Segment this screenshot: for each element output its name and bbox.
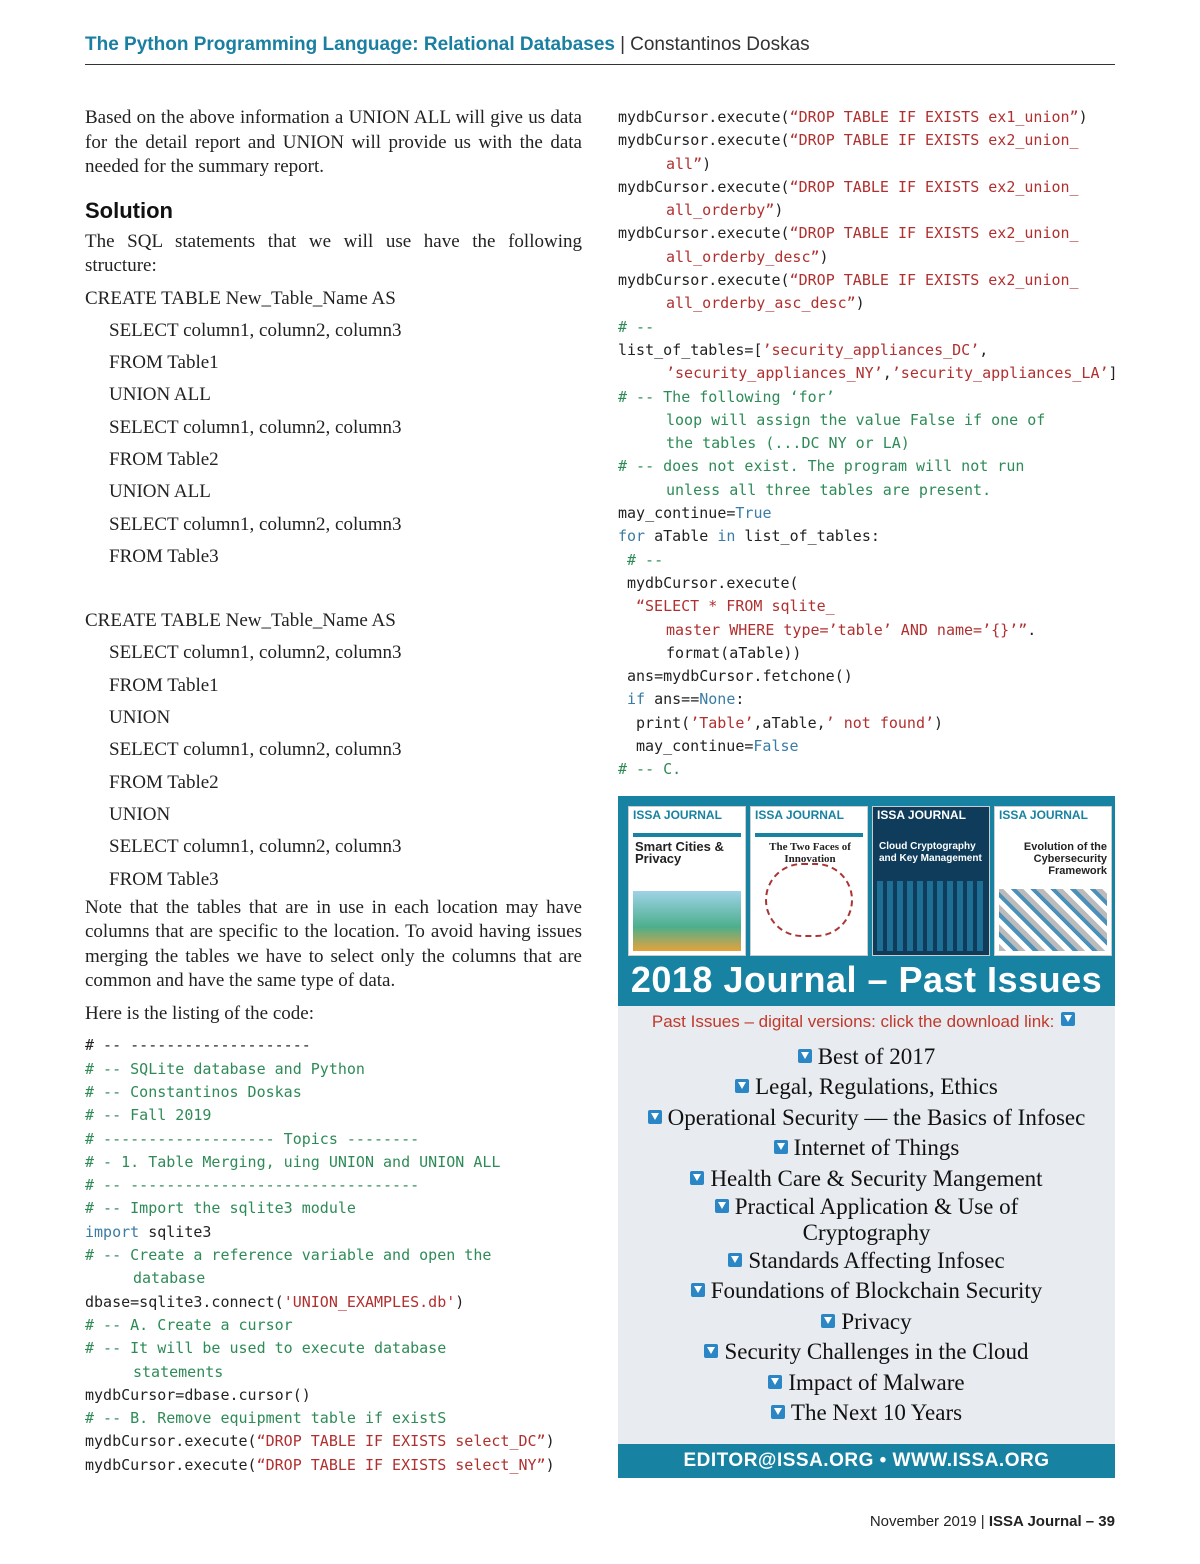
code-comment: # -- B. Remove equipment table if existS xyxy=(85,1409,447,1428)
code-comment: unless all three tables are present. xyxy=(666,480,992,499)
cover-title: Smart Cities & Privacy xyxy=(635,839,724,866)
download-icon xyxy=(715,1199,729,1213)
ad-contact-bar[interactable]: EDITOR@ISSA.ORG • WWW.ISSA.ORG xyxy=(618,1444,1115,1478)
header-separator: | xyxy=(620,34,626,55)
journal-cover[interactable] xyxy=(872,806,990,956)
past-issues-list xyxy=(618,1042,1115,1428)
footer-journal-page: ISSA Journal – 39 xyxy=(988,1513,1115,1530)
code-line: format(aTable)) xyxy=(666,643,802,662)
sql-line: SELECT column1, column2, column3 xyxy=(109,642,402,664)
sql-union-block xyxy=(85,605,582,896)
download-icon xyxy=(798,1049,812,1063)
sql-line: SELECT column1, column2, column3 xyxy=(109,319,402,341)
running-header xyxy=(85,34,1115,65)
intro-paragraph: Based on the above information a UNION ALL will give us data for the detail report and UNION will provide us with the data needed for the summary report. xyxy=(85,107,582,177)
sql-line: FROM Table2 xyxy=(109,771,219,793)
ad-subtitle: Past Issues – digital versions: click the download link: xyxy=(618,1012,1115,1032)
download-icon xyxy=(690,1171,704,1185)
issue-link[interactable]: Foundations of Blockchain Security xyxy=(618,1276,1115,1306)
code-line: all_orderby_asc_desc”) xyxy=(666,294,865,313)
header-author: Constantinos Doskas xyxy=(630,34,810,55)
issue-link[interactable]: Health Care & Security Mangement xyxy=(618,1164,1115,1194)
code-comment: # -- Create a reference variable and open the xyxy=(85,1246,492,1265)
code-line: may_continue=True xyxy=(618,504,772,523)
download-icon xyxy=(1061,1012,1075,1026)
sql-line: UNION xyxy=(109,707,171,729)
footer-separator: | xyxy=(980,1513,985,1530)
issue-link[interactable]: Internet of Things xyxy=(618,1133,1115,1163)
code-comment: # -- It will be used to execute database xyxy=(85,1339,447,1358)
issue-link[interactable]: Standards Affecting Infosec xyxy=(618,1246,1115,1276)
code-comment: # -- does not exist. The program will not run xyxy=(618,457,1025,476)
cover-masthead: ISSA JOURNAL xyxy=(999,808,1088,822)
ad-banner xyxy=(618,796,1115,1006)
cover-title: The Two Faces of Innovation xyxy=(769,841,851,865)
download-icon xyxy=(704,1344,718,1358)
cover-title: Cloud Cryptography and Key Management xyxy=(879,841,982,864)
code-comment: # -- -------------------------------- xyxy=(85,1176,420,1195)
sql-line: FROM Table3 xyxy=(109,545,219,567)
download-icon xyxy=(728,1253,742,1267)
download-icon xyxy=(735,1079,749,1093)
code-comment: # -- A. Create a cursor xyxy=(85,1315,293,1334)
solution-paragraph: The SQL statements that we will use have the following structure: xyxy=(85,230,582,276)
page-footer xyxy=(870,1513,1115,1530)
sql-line: UNION xyxy=(109,803,171,825)
sql-line: SELECT column1, column2, column3 xyxy=(109,416,402,438)
sql-line: FROM Table2 xyxy=(109,448,219,470)
code-line: mydbCursor.execute(“DROP TABLE IF EXISTS ex2_union_ xyxy=(618,271,1079,290)
issue-link[interactable]: Operational Security — the Basics of Infosec xyxy=(618,1103,1115,1133)
code-line: mydbCursor.execute(“DROP TABLE IF EXISTS ex2_union_ xyxy=(618,224,1079,243)
code-comment: # -- Fall 2019 xyxy=(85,1106,212,1125)
download-icon xyxy=(648,1110,662,1124)
cover-masthead: ISSA JOURNAL xyxy=(633,808,722,822)
code-line: import sqlite3 xyxy=(85,1222,212,1241)
journal-cover[interactable] xyxy=(628,806,746,956)
code-comment: # -- The following ‘for’ xyxy=(618,387,835,406)
sql-line: FROM Table1 xyxy=(109,674,219,696)
code-line: print(’Table’,aTable,’ not found’) xyxy=(636,713,944,732)
sql-line: UNION ALL xyxy=(109,384,211,406)
sql-line: SELECT column1, column2, column3 xyxy=(109,836,402,858)
code-line: “SELECT * FROM sqlite_ xyxy=(636,597,835,616)
code-comment: database xyxy=(133,1269,206,1288)
download-icon xyxy=(768,1375,782,1389)
code-line: if ans==None: xyxy=(627,690,745,709)
code-line: all”) xyxy=(666,154,712,173)
download-icon xyxy=(691,1283,705,1297)
cover-title: Evolution of the Cybersecurity Framework xyxy=(1023,841,1107,877)
cover-masthead: ISSA JOURNAL xyxy=(755,808,844,822)
series-title: The Python Programming Language: Relational Databases xyxy=(85,34,615,55)
code-line: mydbCursor=dbase.cursor() xyxy=(85,1385,311,1404)
cover-masthead: ISSA JOURNAL xyxy=(877,808,966,822)
code-comment: # -- Constantinos Doskas xyxy=(85,1082,302,1101)
code-comment: # -- xyxy=(627,550,664,569)
code-line: ans=mydbCursor.fetchone() xyxy=(627,667,853,686)
code-line: mydbCursor.execute(“DROP TABLE IF EXISTS ex2_union_ xyxy=(618,131,1079,150)
left-column xyxy=(85,106,582,1477)
sql-line: FROM Table1 xyxy=(109,352,219,374)
code-comment: # - 1. Table Merging, uing UNION and UNION ALL xyxy=(85,1152,501,1171)
code-comment: # -- SQLite database and Python xyxy=(85,1059,365,1078)
code-line: mydbCursor.execute(“DROP TABLE IF EXISTS select_DC”) xyxy=(85,1432,555,1451)
sql-line: SELECT column1, column2, column3 xyxy=(109,513,402,535)
code-comment: # ------------------- Topics -------- xyxy=(85,1129,420,1148)
listing-intro: Here is the listing of the code: xyxy=(85,1002,314,1024)
right-column xyxy=(618,106,1118,782)
code-line: ’security_appliances_NY’,’security_appliances_LA’] xyxy=(666,364,1118,383)
sql-line: CREATE TABLE New_Table_Name AS xyxy=(85,287,396,309)
issue-link[interactable]: Privacy xyxy=(618,1307,1115,1337)
past-issues-ad xyxy=(618,796,1115,1478)
code-comment: # -- Import the sqlite3 module xyxy=(85,1199,356,1218)
code-comment: # -- xyxy=(618,317,655,336)
issue-link[interactable]: Practical Application & Use of Cryptography xyxy=(618,1194,1115,1246)
code-line: all_orderby_desc”) xyxy=(666,247,829,266)
code-comment: the tables (...DC NY or LA) xyxy=(666,434,910,453)
footer-date: November 2019 xyxy=(869,1513,977,1530)
code-line: mydbCursor.execute(“DROP TABLE IF EXISTS ex1_union”) xyxy=(618,108,1088,126)
code-line: for aTable in list_of_tables: xyxy=(618,527,880,546)
code-line: mydbCursor.execute(“DROP TABLE IF EXISTS select_NY”) xyxy=(85,1455,555,1474)
download-icon xyxy=(821,1314,835,1328)
solution-heading: Solution xyxy=(85,197,173,223)
code-line: mydbCursor.execute( xyxy=(627,573,799,592)
download-icon xyxy=(771,1405,785,1419)
code-line: list_of_tables=[’security_appliances_DC’, xyxy=(618,340,989,359)
code-line: mydbCursor.execute(“DROP TABLE IF EXISTS ex2_union_ xyxy=(618,177,1079,196)
issue-link[interactable]: Best of 2017 xyxy=(618,1042,1115,1072)
issue-link[interactable]: Impact of Malware xyxy=(618,1368,1115,1398)
sql-line: CREATE TABLE New_Table_Name AS xyxy=(85,610,396,632)
note-paragraph: Note that the tables that are in use in each location may have columns that are specific to the location. To avoid having issues merging the tables we have to select only the columns that are common and have the same type of data. xyxy=(85,896,582,992)
code-comment: # -- C. xyxy=(618,760,682,779)
sql-line: SELECT column1, column2, column3 xyxy=(109,739,402,761)
issue-link[interactable]: Security Challenges in the Cloud xyxy=(618,1337,1115,1367)
journal-cover[interactable] xyxy=(994,806,1112,956)
code-line: all_orderby”) xyxy=(666,201,784,220)
code-line: dbase=sqlite3.connect('UNION_EXAMPLES.db') xyxy=(85,1292,465,1311)
code-comment: statements xyxy=(133,1362,224,1381)
sql-line: UNION ALL xyxy=(109,481,211,503)
code-listing-right xyxy=(618,106,1118,782)
ad-title: 2018 Journal – Past Issues xyxy=(630,959,1103,1000)
code-line: # -- -------------------- xyxy=(85,1036,311,1055)
code-line: master WHERE type=’table’ AND name=’{}’”. xyxy=(666,620,1037,639)
code-listing-left xyxy=(85,1034,582,1477)
sql-union-all-block xyxy=(85,283,582,574)
sql-line: FROM Table3 xyxy=(109,868,219,890)
issue-link[interactable]: The Next 10 Years xyxy=(618,1398,1115,1428)
code-line: may_continue=False xyxy=(636,737,799,756)
download-icon xyxy=(774,1140,788,1154)
journal-cover[interactable] xyxy=(750,806,868,956)
issue-link[interactable]: Legal, Regulations, Ethics xyxy=(618,1072,1115,1102)
code-comment: loop will assign the value False if one of xyxy=(666,410,1046,429)
